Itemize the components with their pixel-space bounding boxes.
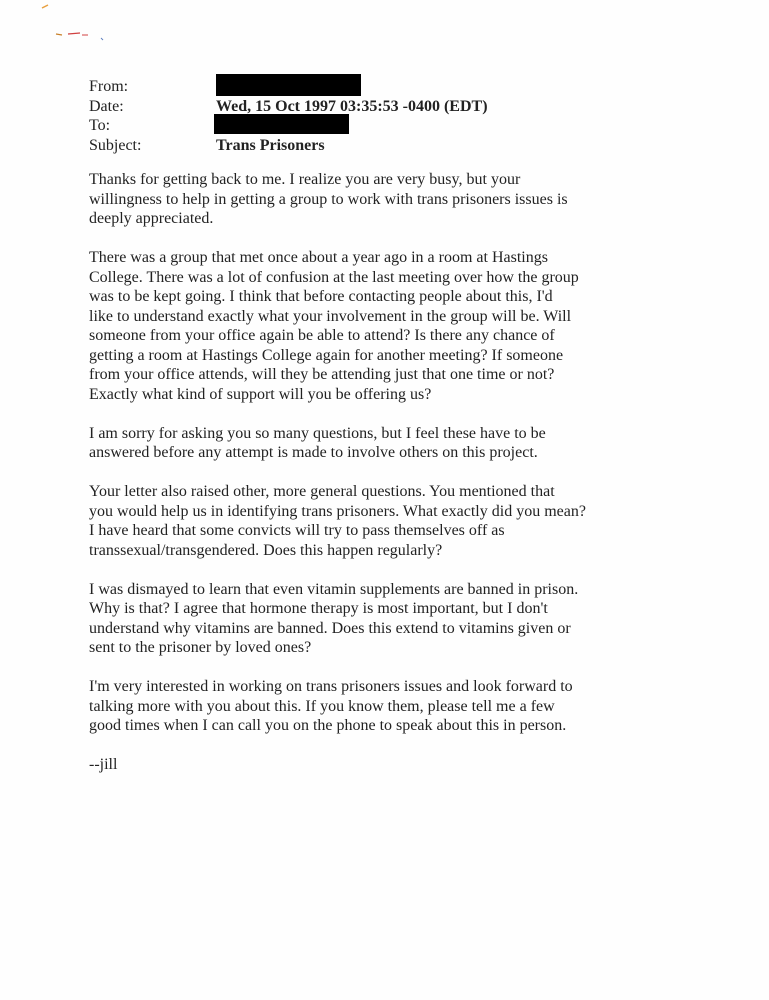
redaction-to (214, 114, 349, 134)
paragraph (89, 424, 629, 463)
from-row (89, 77, 689, 97)
text-line: from your office attends, will they be attending just that one time or not? (89, 366, 555, 383)
from-label: From: (89, 78, 129, 95)
text-line: someone from your office again be able to attend? Is there any chance of (89, 327, 555, 344)
paragraph (89, 482, 629, 560)
to-label: To: (89, 117, 111, 134)
text-line: was to be kept going. I think that before contacting people about this, I'd (89, 288, 553, 305)
paragraph (89, 170, 629, 229)
text-line: answered before any attempt is made to involve others on this project. (89, 444, 538, 461)
text-line: talking more with you about this. If you know them, please tell me a few (89, 697, 555, 715)
scan-mark (101, 38, 103, 40)
date-row (89, 97, 689, 117)
subject-value: Trans Prisoners (216, 136, 325, 154)
scan-mark (42, 5, 48, 8)
subject-label: Subject: (89, 136, 142, 154)
paragraph (89, 248, 629, 404)
text-line: Why is that? I agree that hormone therapy is most important, but I don't (89, 600, 548, 617)
scan-marks (30, 0, 120, 50)
text-line: understand why vitamins are banned. Does this extend to vitamins given or (89, 619, 571, 637)
email-header (89, 77, 689, 155)
redaction-from (216, 74, 361, 96)
text-line: Your letter also raised other, more general questions. You mentioned that (89, 483, 555, 500)
subject-row (89, 136, 689, 156)
text-line: sent to the prisoner by loved ones? (89, 639, 312, 656)
text-line: you would help us in identifying trans prisoners. What exactly did you mean? (89, 502, 586, 520)
to-row (89, 116, 689, 136)
scan-mark (68, 33, 80, 34)
text-line: transsexual/transgendered. Does this happen regularly? (89, 541, 443, 559)
signature: --jill (89, 756, 118, 773)
text-line: getting a room at Hastings College again for another meeting? If someone (89, 346, 564, 364)
paragraph (89, 580, 629, 658)
text-line: deeply appreciated. (89, 210, 214, 227)
scan-mark (56, 34, 62, 35)
date-value: Wed, 15 Oct 1997 03:35:53 -0400 (EDT) (216, 97, 488, 115)
text-line: There was a group that met once about a year ago in a room at Hastings (89, 249, 548, 266)
email-body (89, 170, 629, 794)
text-line: Exactly what kind of support will you be offering us? (89, 385, 432, 403)
text-line: I'm very interested in working on trans prisoners issues and look forward to (89, 678, 573, 695)
text-line: good times when I can call you on the phone to speak about this in person. (89, 717, 567, 734)
text-line: I have heard that some convicts will try to pass themselves off as (89, 522, 505, 539)
date-label: Date: (89, 97, 124, 115)
text-line: I was dismayed to learn that even vitamin supplements are banned in prison. (89, 580, 579, 598)
text-line: College. There was a lot of confusion at the last meeting over how the group (89, 268, 579, 286)
text-line: Thanks for getting back to me. I realize you are very busy, but your (89, 171, 521, 188)
text-line: willingness to help in getting a group to work with trans prisoners issues is (89, 190, 568, 208)
paragraph (89, 677, 629, 736)
text-line: like to understand exactly what your involvement in the group will be. Will (89, 307, 572, 325)
text-line: I am sorry for asking you so many questions, but I feel these have to be (89, 424, 546, 442)
